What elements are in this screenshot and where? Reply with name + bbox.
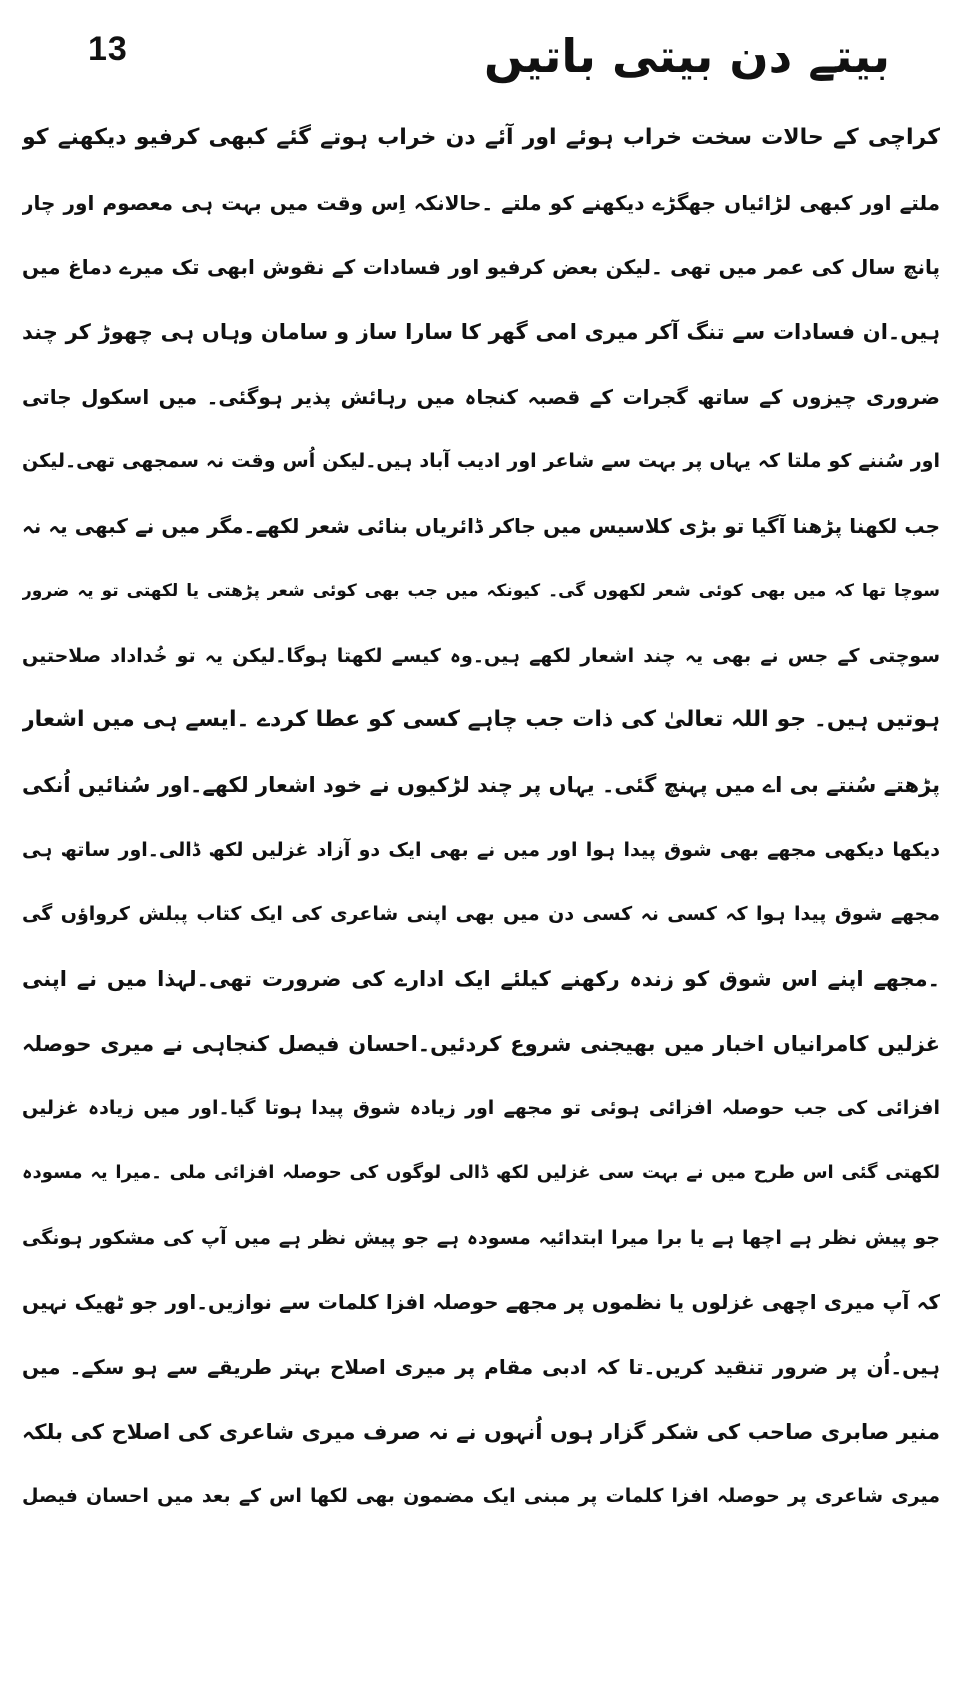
text-line: ۔مجھے اپنے اس شوق کو زندہ رکھنے کیلئے ایک ادارے کی ضرورت تھی۔لہذا میں نے اپنی (22, 966, 940, 991)
text-line: منیر صابری صاحب کی شکر گزار ہوں اُنہوں نے نہ صرف میری شاعری کی اصلاح کی بلکہ (22, 1419, 940, 1444)
text-line: ہیں۔اُن پر ضرور تنقید کریں۔تا کہ ادبی مقام پر میری اصلاح بہتر طریقے سے ہو سکے۔ میں (22, 1355, 940, 1380)
page-number: 13 (88, 30, 128, 68)
text-line: پانچ سال کی عمر میں تھی ۔لیکن بعض کرفیو اور فسادات کے نقوش ابھی تک میرے دماغ میں (22, 255, 940, 280)
text-line: غزلیں کامرانیاں اخبار میں بھیجنی شروع کردئیں۔احسان فیصل کنجاہی نے میری حوصلہ (22, 1031, 940, 1056)
text-line: پڑھتے سُنتے بی اے میں پہنچ گئی۔ یہاں پر چند لڑکیوں نے خود اشعار لکھے۔اور سُنائیں اُنکی (22, 772, 940, 797)
text-line: ہوتیں ہیں۔ جو اللہ تعالیٰ کی ذات جب چاہے کسی کو عطا کردے ۔ایسے ہی میں اشعار (22, 707, 940, 733)
text-line: جو پیش نظر ہے اچھا ہے یا برا میرا ابتدائیہ مسودہ ہے جو پیش نظر ہے میں آپ کی مشکور ہونگی (22, 1226, 940, 1249)
text-line: ملتے اور کبھی لڑائیاں جھگڑے دیکھنے کو ملتے ۔حالانکہ اِس وقت میں بہت ہی معصوم اور چار (22, 190, 940, 215)
text-line: جب لکھنا پڑھنا آگیا تو بڑی کلاسیس میں جاکر ڈائریاں بنائی شعر لکھے۔مگر میں نے کبھی یہ نہ (22, 514, 940, 539)
text-line: لکھتی گئی اس طرح میں نے بہت سی غزلیں لکھ ڈالی لوگوں کی حوصلہ افزائی ملی ۔میرا یہ مسودہ (22, 1162, 940, 1183)
text-line: کہ آپ میری اچھی غزلوں یا نظموں پر مجھے حوصلہ افزا کلمات سے نوازیں۔اور جو ٹھیک نہیں (22, 1290, 940, 1315)
chapter-title: بیتے دن بیتی باتیں (483, 29, 890, 83)
text-line: سوچا تھا کہ میں بھی کوئی شعر لکھوں گی۔ کیونکہ میں جب بھی کوئی شعر پڑھتی یا لکھتی تو یہ ضرور (22, 580, 940, 601)
text-line: کراچی کے حالات سخت خراب ہوئے اور آئے دن خراب ہوتے گئے کبھی کرفیو دیکھنے کو (22, 125, 940, 150)
text-line: ہیں۔ان فسادات سے تنگ آکر میری امی گھر کا سارا ساز و سامان وہاں ہی چھوڑ کر چند (22, 320, 940, 345)
text-line: ضروری چیزوں کے ساتھ گجرات کے قصبہ کنجاہ میں رہائش پذیر ہوگئی۔ میں اسکول جاتی (22, 384, 940, 409)
text-line: سوچتی کے جس نے بھی یہ چند اشعار لکھے ہیں۔وہ کیسے لکھتا ہوگا۔لیکن یہ تو خُداداد صلاحتیں (22, 644, 940, 667)
body-text (22, 106, 940, 1529)
text-line: مجھے شوق پیدا ہوا کہ کسی نہ کسی دن میں بھی اپنی شاعری کی ایک کتاب پبلش کرواؤں گی (22, 903, 940, 926)
text-line: افزائی کی جب حوصلہ افزائی ہوئی تو مجھے اور زیادہ شوق پیدا ہوتا گیا۔اور میں زیادہ غزلیں (22, 1097, 940, 1120)
text-line: دیکھا دیکھی مجھے بھی شوق پیدا ہوا اور میں نے بھی ایک دو آزاد غزلیں لکھ ڈالی۔اور ساتھ ہی (22, 838, 940, 861)
text-line: میری شاعری پر حوصلہ افزا کلمات پر مبنی ایک مضمون بھی لکھا اس کے بعد میں احسان فیصل (22, 1485, 940, 1508)
text-line: اور سُننے کو ملتا کہ یہاں پر بہت سے شاعر اور ادیب آباد ہیں۔لیکن اُس وقت نہ سمجھی تھی۔لیکن (22, 450, 940, 473)
